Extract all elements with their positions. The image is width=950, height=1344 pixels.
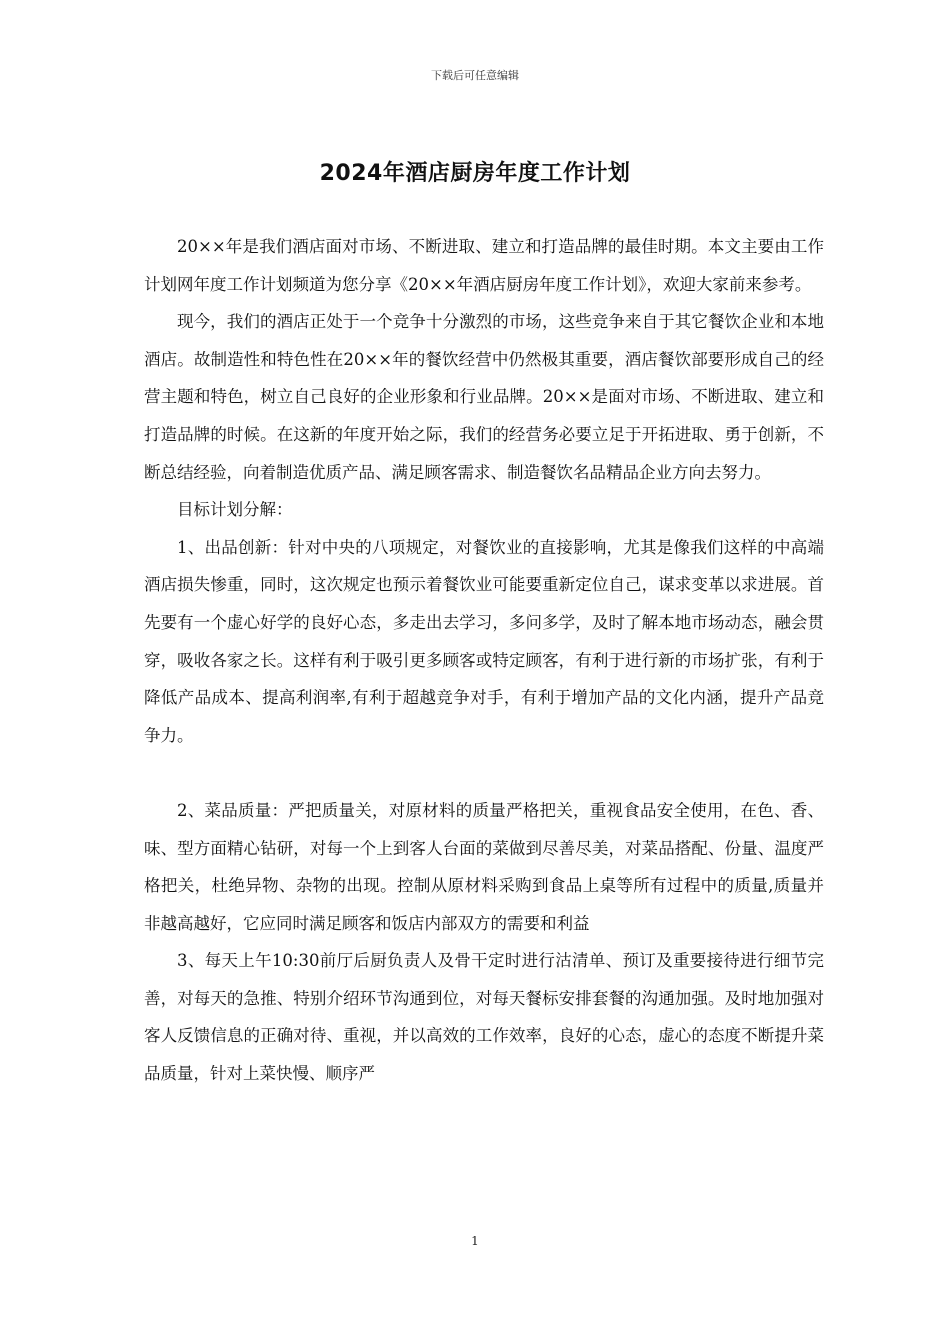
paragraph-market: 现今，我们的酒店正处于一个竞争十分激烈的市场，这些竞争来自于其它餐饮企业和本地酒店。故制造性和特色性在20××年的餐饮经营中仍然极其重要，酒店餐饮部要形成自己的经营主题和特色，树立自己良好的企业形象和行业品牌。20××是面对市场、不断进取、建立和打造品牌的时候。在这新的年度开始之际，我们的经营务必要立足于开拓进取、勇于创新，不断总结经验，向着制造优质产品、满足顾客需求、制造餐饮名品精品企业方向去努力。 [144, 312, 824, 482]
paragraph-item-3: 3、每天上午10:30前厅后厨负责人及骨干定时进行沽清单、预订及重要接待进行细节完善，对每天的急推、特别介绍环节沟通到位，对每天餐标安排套餐的沟通加强。及时地加强对客人反馈信息的正确对待、重视，并以高效的工作效率，良好的心态，虚心的态度不断提升菜品质量，针对上菜快慢、顺序严 [144, 951, 824, 1084]
paragraph-item-1: 1、出品创新：针对中央的八项规定，对餐饮业的直接影响，尤其是像我们这样的中高端酒店损失惨重，同时，这次规定也预示着餐饮业可能要重新定位自己，谋求变革以求进展。首先要有一个虚心好学的良好心态，多走出去学习，多问多学，及时了解本地市场动态，融会贯穿，吸收各家之长。这样有利于吸引更多顾客或特定顾客，有利于进行新的市场扩张，有利于降低产品成本、提高利润率,有利于超越竞争对手，有利于增加产品的文化内涵，提升产品竞争力。 [144, 537, 824, 745]
header-note: 下载后可任意编辑 [431, 69, 519, 82]
document-title: 2024年酒店厨房年度工作计划 [319, 161, 631, 186]
page-number: 1 [471, 1234, 479, 1248]
paragraph-goal-heading: 目标计划分解： [177, 500, 293, 520]
document-body [144, 228, 824, 1093]
paragraph-item-2: 2、菜品质量：严把质量关，对原材料的质量严格把关，重视食品安全使用，在色、香、味、型方面精心钻研，对每一个上到客人台面的菜做到尽善尽美，对菜品搭配、份量、温度严格把关，杜绝异物、杂物的出现。控制从原材料采购到食品上桌等所有过程中的质量,质量并非越高越好，它应同时满足顾客和饭店内部双方的需要和利益 [144, 800, 824, 933]
paragraph-intro: 20××年是我们酒店面对市场、不断进取、建立和打造品牌的最佳时期。本文主要由工作计划网年度工作计划频道为您分享《20××年酒店厨房年度工作计划》，欢迎大家前来参考。 [144, 237, 824, 294]
